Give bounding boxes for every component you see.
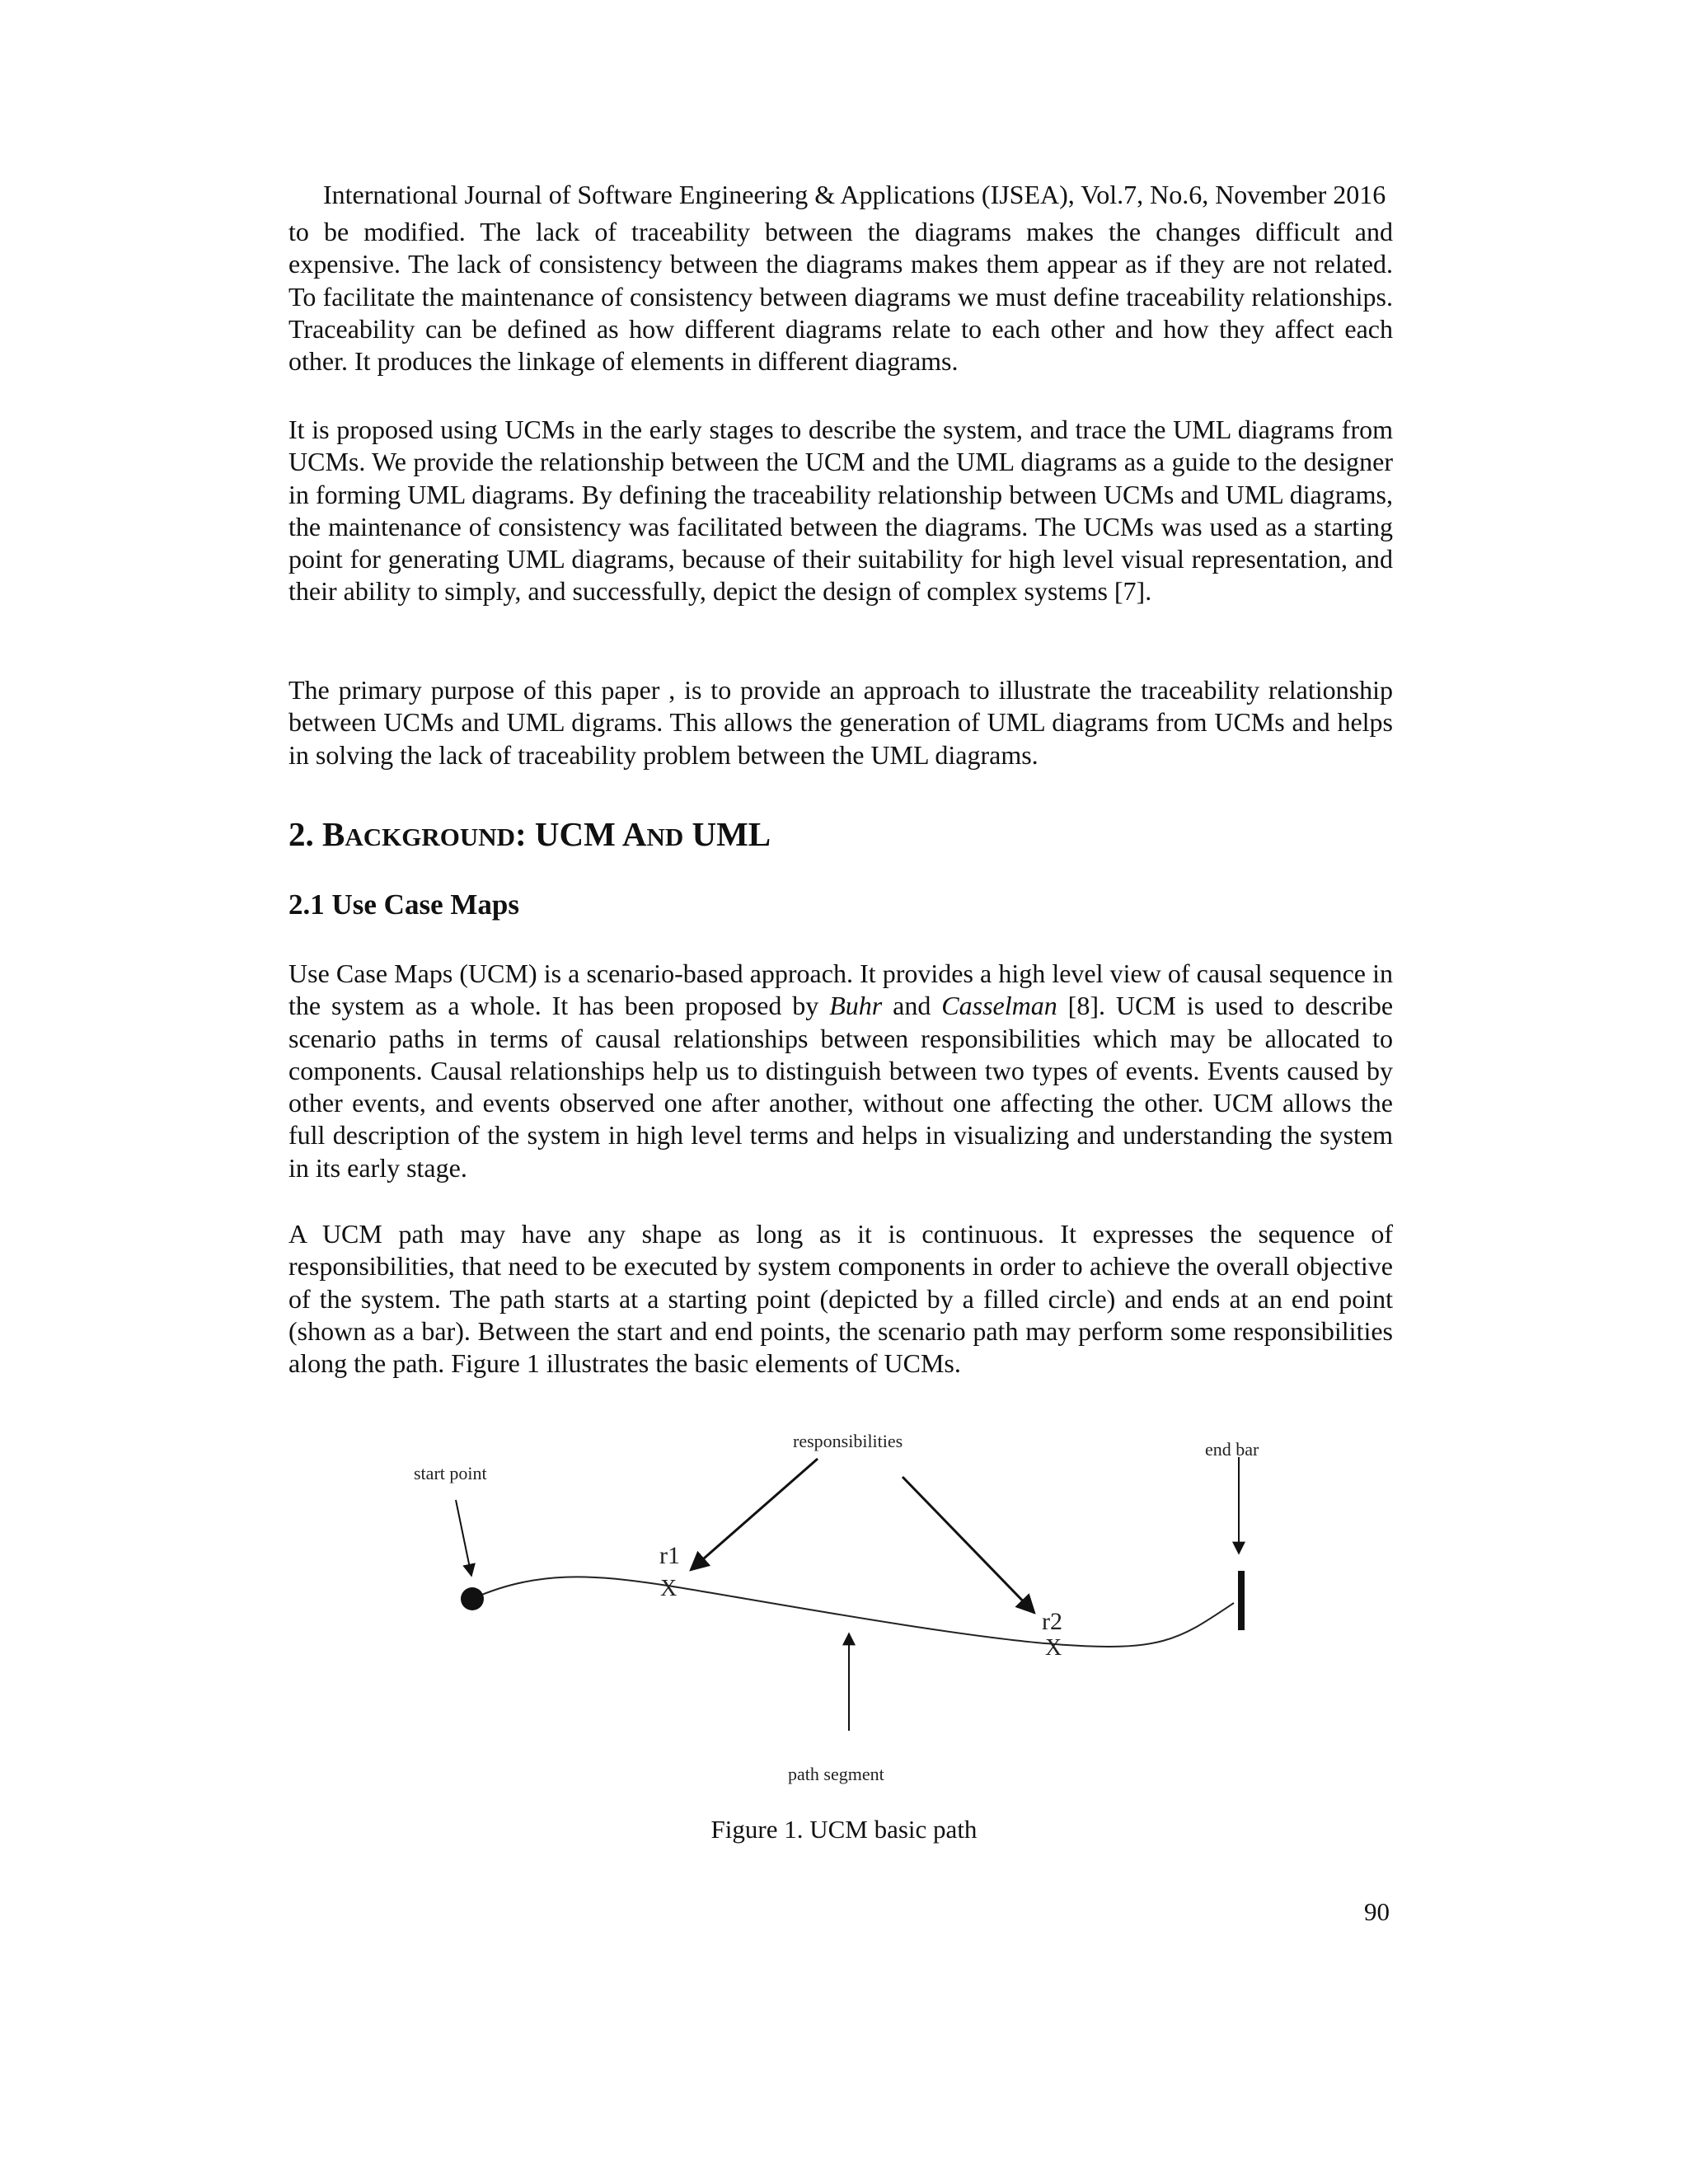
label-end-bar: end bar <box>1205 1439 1259 1460</box>
arrow-responsibility-r2 <box>903 1477 1034 1613</box>
section-num: 2. <box>288 815 322 853</box>
section-a-rest: ND <box>646 823 684 851</box>
section-colon: : UCM <box>515 815 622 853</box>
paragraph-2: It is proposed using UCMs in the early stages to describe the system, and trace the UML diagrams from UCMs. We provide the relationship between the UCM and the UML diagrams as a guide to the designer in forming UML diagrams. By defining the traceability relationship between UCMs and UML diagrams, the maintenance of consistency was facilitated between the diagrams. The UCMs was used as a starting point for generating UML diagrams, because of their suitability for high level visual representation, and their ability to simply, and successfully, depict the design of complex systems [7]. <box>288 415 1393 607</box>
author-casselman: Casselman <box>941 991 1057 1021</box>
paragraph-5: A UCM path may have any shape as long as it is continuous. It expresses the sequence of responsibilities, that need to be executed by system components in order to achieve the overall objective of the system. The path starts at a starting point (depicted by a filled circle) and ends at an end point (shown as a bar). Between the start and end points, the scenario path may perform some responsibilities along the path. Figure 1 illustrates the basic elements of UCMs. <box>288 1219 1393 1379</box>
label-start-point: start point <box>414 1463 487 1483</box>
section-b-rest: ACKGROUND <box>345 823 516 851</box>
p4-and: and <box>882 991 942 1021</box>
responsibility-r1-x-icon: X <box>660 1576 678 1601</box>
responsibility-r2-x-icon: X <box>1045 1635 1062 1661</box>
arrow-responsibility-r1 <box>691 1459 818 1570</box>
section-uml: UML <box>683 815 771 853</box>
p4-text-a: Use Case Maps (UCM) is a scenario-based approach. It provides a high level view of causal sequence in the system as a whole. It has been proposed by <box>288 958 1393 1021</box>
start-point-icon <box>461 1587 484 1610</box>
paragraph-3: The primary purpose of this paper , is to provide an approach to illustrate the traceability relationship between UCMs and UML digrams. This allows the generation of UML diagrams from UCMs and helps in solving the lack of traceability problem between the UML diagrams. <box>288 675 1393 770</box>
responsibility-r1-label: r1 <box>659 1542 680 1569</box>
responsibility-r2-label: r2 <box>1042 1608 1062 1635</box>
label-path-segment: path segment <box>788 1764 884 1784</box>
ucm-path-segment <box>472 1577 1234 1647</box>
journal-header: International Journal of Software Engineering & Applications (IJSEA), Vol.7, No.6, November 2016 <box>323 180 1386 209</box>
author-buhr: Buhr <box>829 991 883 1021</box>
page-number: 90 <box>1364 1897 1390 1926</box>
section-a: A <box>621 815 647 853</box>
p4-text-b: [8]. UCM is used to describe scenario paths in terms of causal relationships between responsibilities which may be allocated to components. Causal relationships help us to distinguish between two types of events. Events caused by other events, and events observed one after another, without one affecting the other. UCM allows the full description of the system in high level terms and helps in visualizing and understanding the system in its early stage. <box>288 991 1394 1183</box>
arrow-start-point <box>456 1500 471 1576</box>
subsection-heading: 2.1 Use Case Maps <box>288 888 519 921</box>
section-b: B <box>322 815 345 853</box>
paragraph-1: to be modified. The lack of traceability between the diagrams makes the changes difficult and expensive. The lack of consistency between the diagrams makes them appear as if they are not related. To facilitate the maintenance of consistency between diagrams we must define traceability relationships. Traceability can be defined as how different diagrams relate to each other and how they affect each other. It produces the linkage of elements in different diagrams. <box>288 217 1393 377</box>
label-responsibilities: responsibilities <box>793 1431 903 1451</box>
figure-caption: Figure 1. UCM basic path <box>710 1815 978 1844</box>
